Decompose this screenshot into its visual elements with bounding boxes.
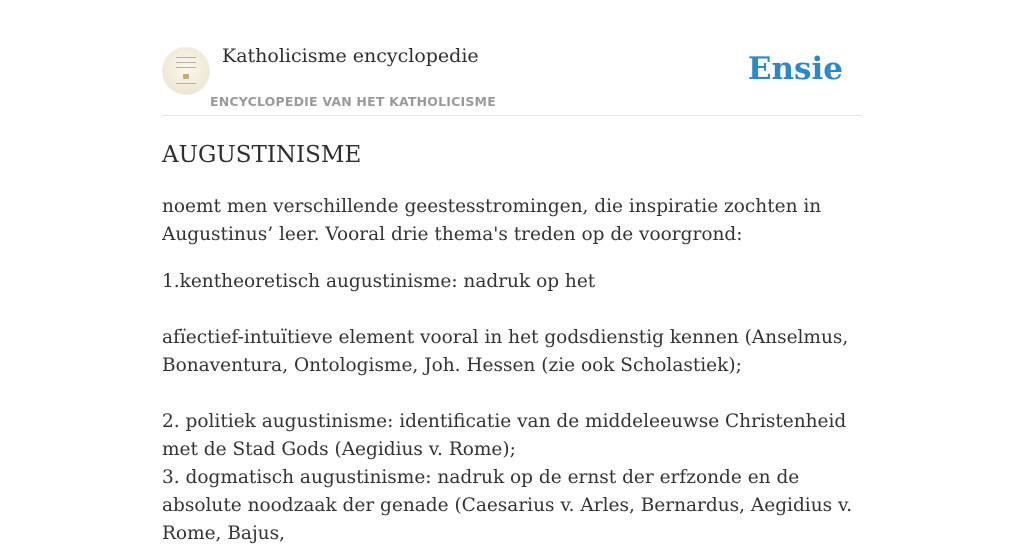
site-subtitle: ENCYCLOPEDIE VAN HET KATHOLICISME (210, 94, 496, 109)
avatar-decoration (176, 62, 196, 63)
avatar-decoration (176, 83, 196, 84)
page (162, 0, 862, 548)
paragraph-gap (162, 296, 862, 324)
list-item-1-continued: afïectief-intuïtieve element vooral in het godsdienstig kennen (Anselmus, Bonaventura, Ontologisme, Joh. Hessen (zie ook Scholastiek); (162, 327, 849, 376)
article-intro: noemt men verschillende geestesstromingen, die inspiratie zochten in Augustinus’ leer. Vooral drie thema's treden op de voorgrond: (162, 196, 822, 245)
paragraph-gap (162, 380, 862, 408)
avatar-decoration (183, 74, 189, 79)
avatar-decoration (176, 67, 196, 68)
article-title: AUGUSTINISME (162, 142, 362, 168)
list-item-1: 1.kentheoretisch augustinisme: nadruk op het (162, 271, 596, 292)
list-item-3: 3. dogmatisch augustinisme: nadruk op de ernst der erfzonde en de absolute noodzaak der genade (Caesarius v. Arles, Bernardus, Aegidius v. Rome, Bajus, (162, 467, 853, 544)
encyclopedia-cover-avatar[interactable] (162, 47, 210, 95)
article (162, 141, 862, 548)
list-item-2: 2. politiek augustinisme: identificatie van de middeleeuwse Christenheid met de Stad Gods (Aegidius v. Rome); (162, 411, 847, 460)
site-header (162, 0, 862, 116)
ensie-logo-link[interactable]: Ensie (747, 51, 843, 87)
avatar-decoration (176, 57, 196, 58)
site-title[interactable]: Katholicisme encyclopedie (222, 45, 479, 67)
